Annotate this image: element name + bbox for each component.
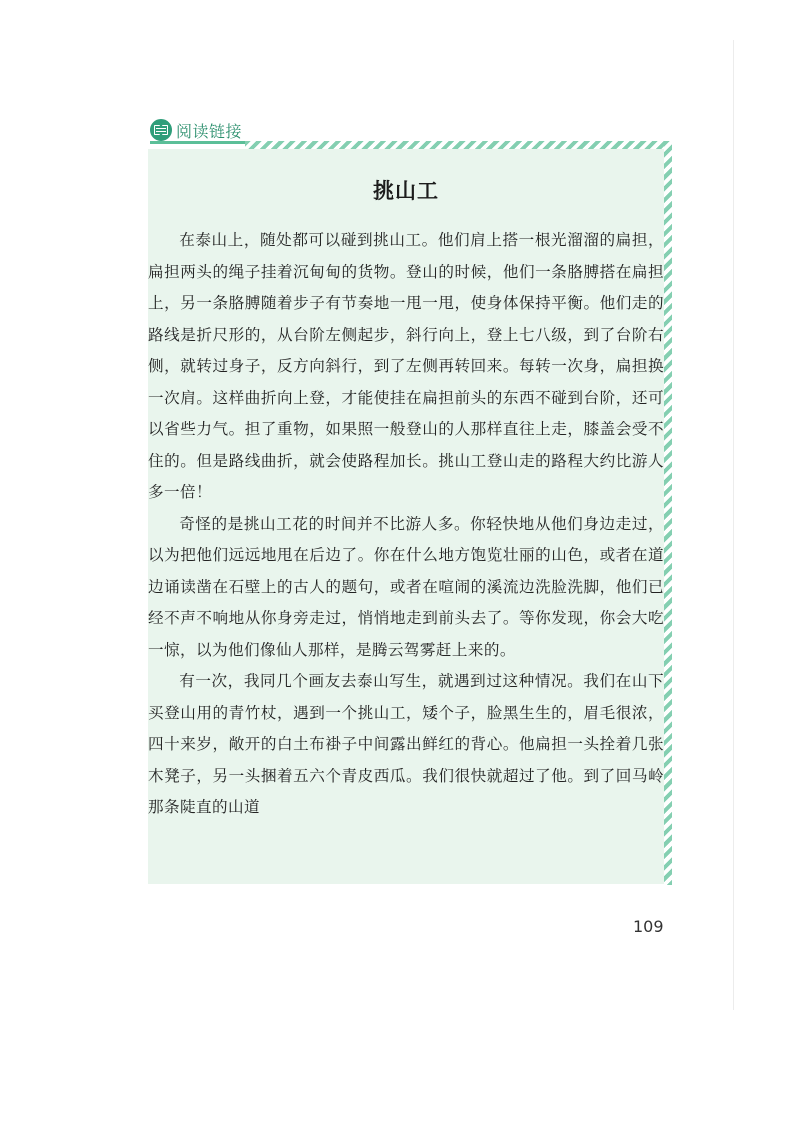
tab-underline bbox=[150, 141, 245, 144]
article-paragraph-1: 在泰山上，随处都可以碰到挑山工。他们肩上搭一根光溜溜的扁担，扁担两头的绳子挂着沉甸甸的货物。登山的时候，他们一条胳膊搭在扁担上，另一条胳膊随着步子有节奏地一甩一甩，使身体保持平衡。他们走的路线是折尺形的，从台阶左侧起步，斜行向上，登上七八级，到了台阶右侧，就转过身子，反方向斜行，到了左侧再转回来。每转一次身，扁担换一次肩。这样曲折向上登，才能使挂在扁担前头的东西不碰到台阶，还可以省些力气。担了重物，如果照一般登山的人那样直往上走，膝盖会受不住的。但是路线曲折，就会使路程加长。挑山工登山走的路程大约比游人多一倍！ bbox=[148, 231, 664, 501]
article-paragraph-3: 有一次，我同几个画友去泰山写生，就遇到过这种情况。我们在山下买登山用的青竹杖，遇到一个挑山工，矮个子，脸黑生生的，眉毛很浓，四十来岁，敞开的白土布褂子中间露出鲜红的背心。他扁担一头拴着几张木凳子，另一头捆着五六个青皮西瓜。我们很快就超过了他。到了回马岭那条陡直的山道 bbox=[148, 672, 664, 816]
page-edge-line bbox=[733, 40, 734, 1010]
article-title: 挑山工 bbox=[373, 179, 439, 203]
section-tab-label: 阅读链接 bbox=[176, 121, 243, 141]
book-icon bbox=[150, 119, 172, 141]
page-number: 109 bbox=[633, 917, 664, 936]
article-paragraph-2: 奇怪的是挑山工花的时间并不比游人多。你轻快地从他们身边走过，以为把他们远远地甩在后边了。你在什么地方饱览壮丽的山色，或者在道边诵读凿在石壁上的古人的题句，或者在喧闹的溪流边洗脸洗脚，他们已经不声不响地从你身旁走过，悄悄地走到前头去了。等你发现，你会大吃一惊，以为他们像仙人那样，是腾云驾雾赶上来的。 bbox=[148, 514, 664, 659]
article-body bbox=[148, 225, 664, 824]
hatched-border-right bbox=[664, 141, 672, 885]
reading-card bbox=[148, 149, 664, 884]
reading-link-tab bbox=[150, 117, 242, 143]
hatched-border-top bbox=[245, 141, 668, 149]
